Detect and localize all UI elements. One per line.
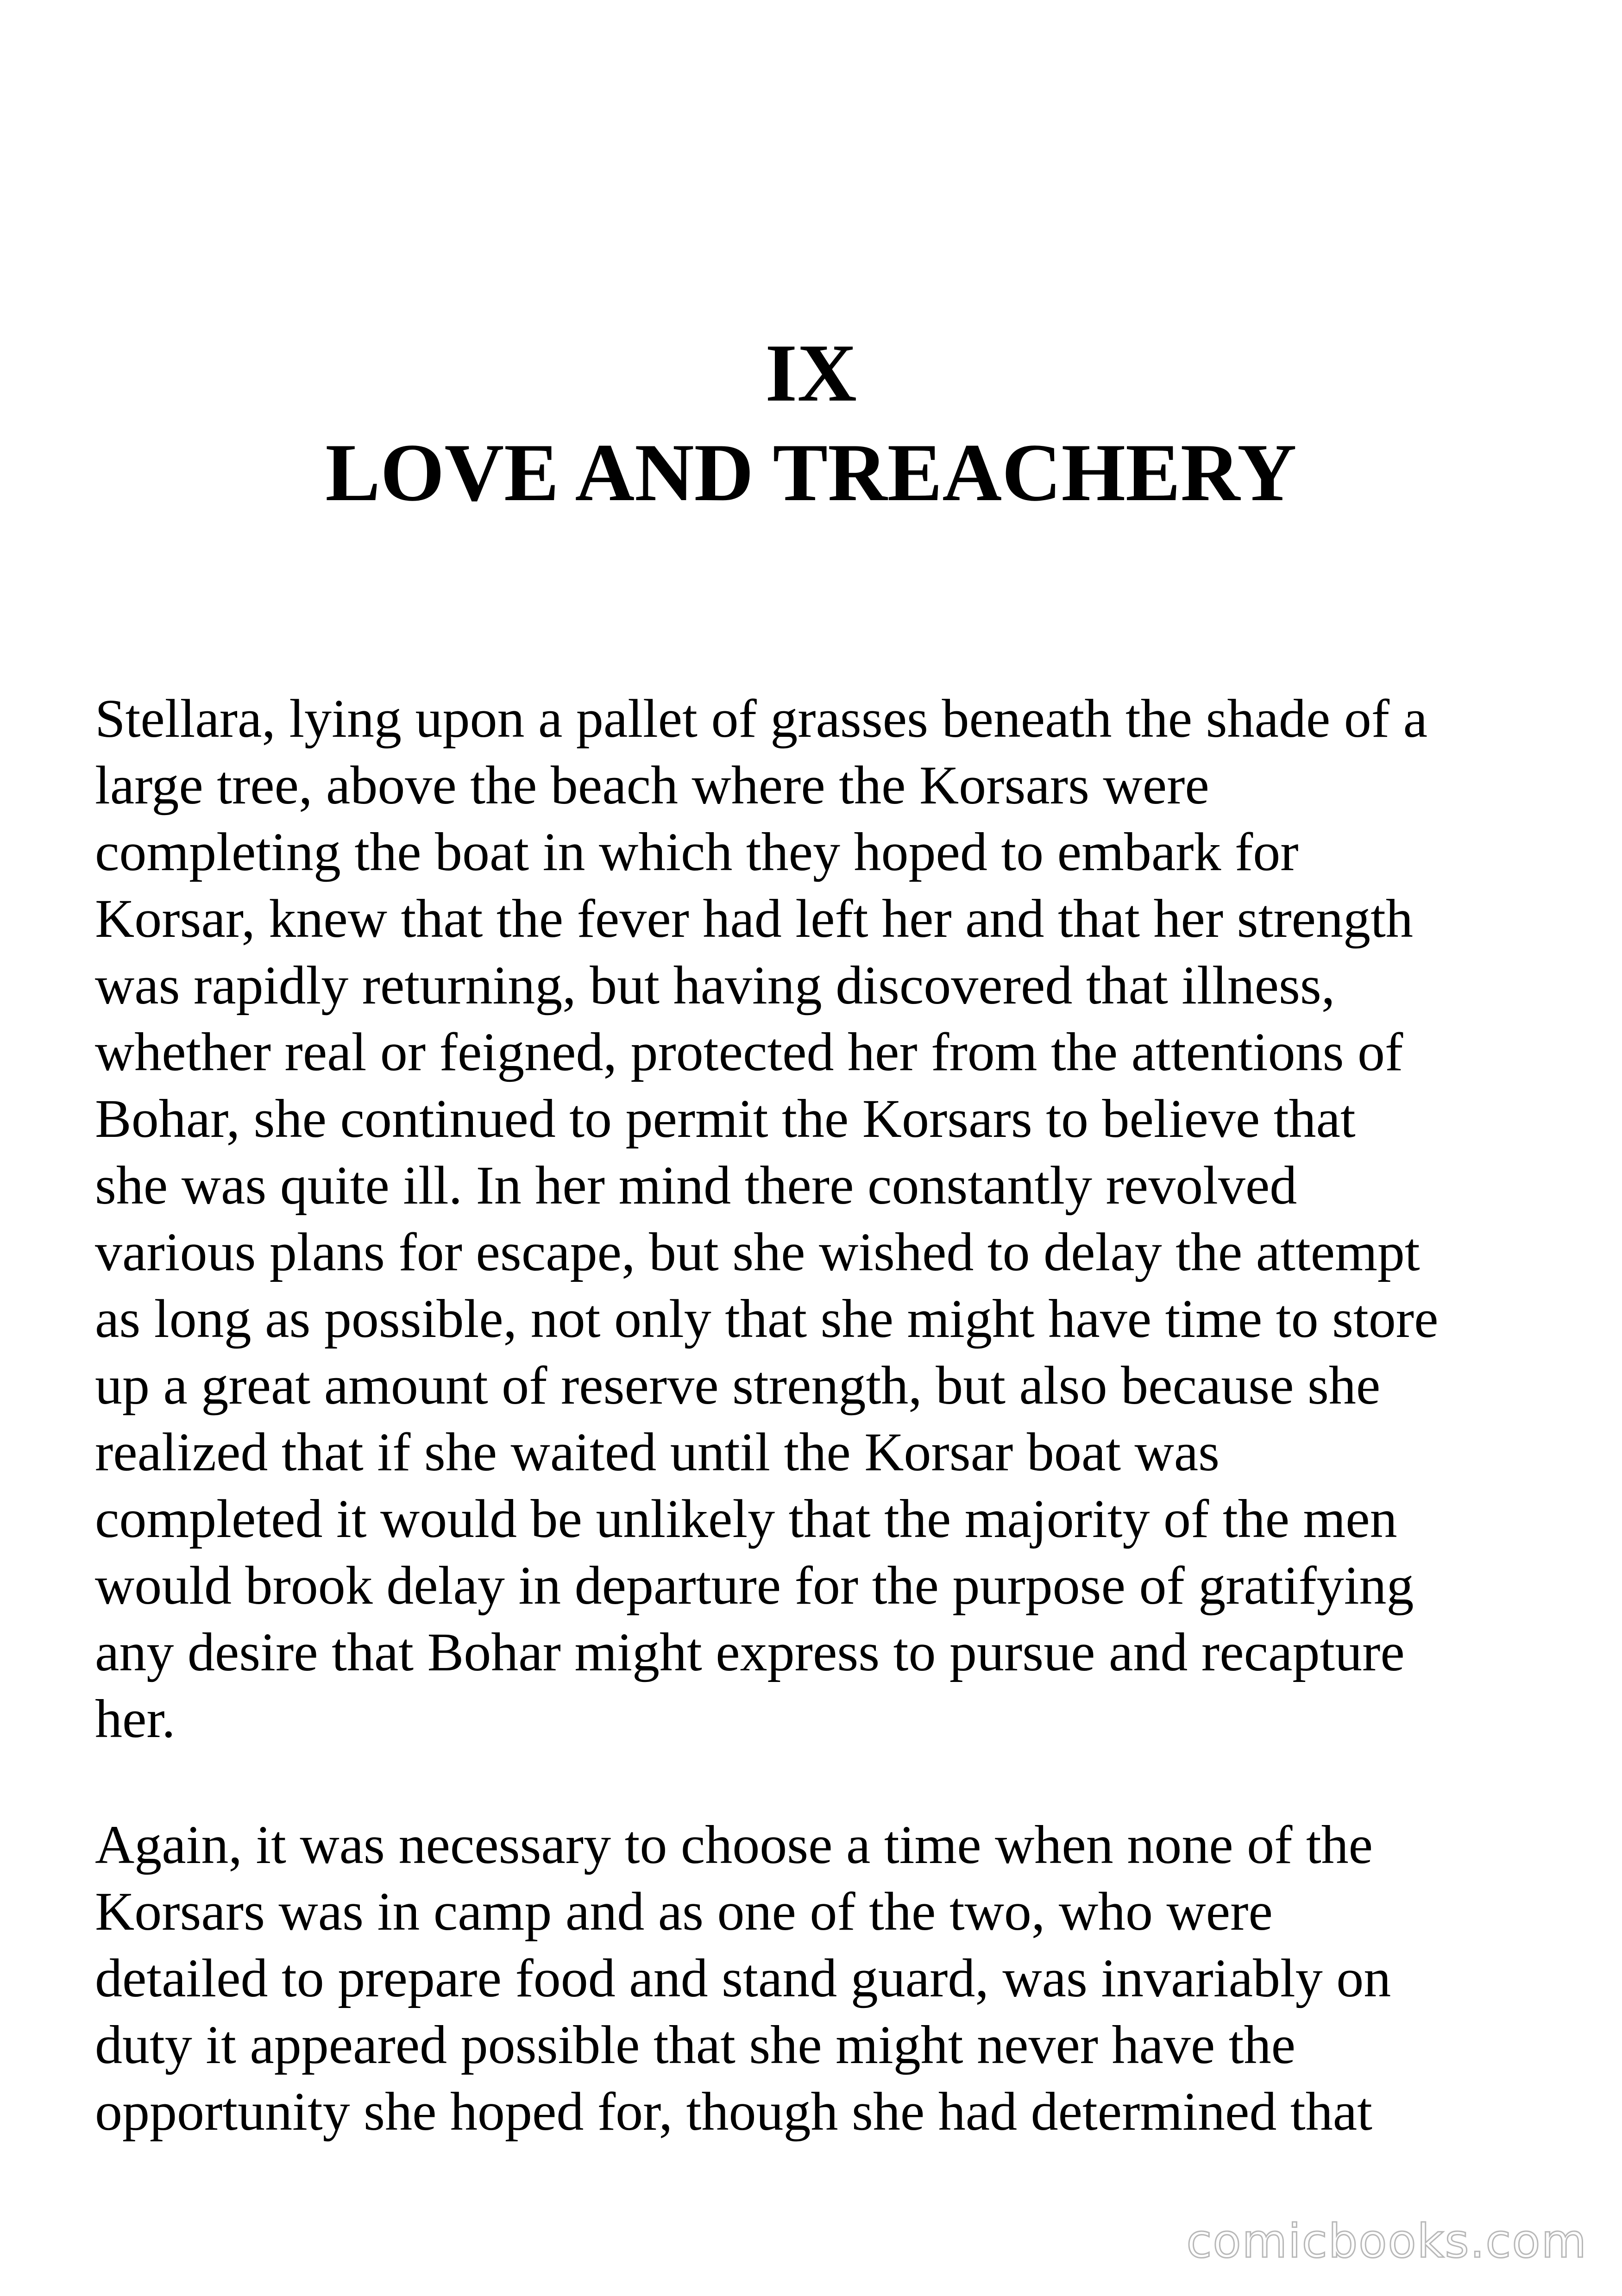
text-line: opportunity she hoped for, though she had determined that bbox=[95, 2081, 1372, 2142]
text-line: Bohar, she continued to permit the Korsars to believe that bbox=[95, 1088, 1356, 1149]
text-line: whether real or feigned, protected her from the attentions of bbox=[95, 1022, 1403, 1082]
text-line: large tree, above the beach where the Korsars were bbox=[95, 755, 1209, 816]
text-line: was rapidly returning, but having discovered that illness, bbox=[95, 955, 1335, 1016]
chapter-number: IX bbox=[765, 327, 857, 419]
text-line: would brook delay in departure for the purpose of gratifying bbox=[95, 1555, 1414, 1616]
text-line: duty it appeared possible that she might never have the bbox=[95, 2014, 1295, 2075]
text-line: completed it would be unlikely that the majority of the men bbox=[95, 1488, 1397, 1549]
text-line: up a great amount of reserve strength, but also because she bbox=[95, 1355, 1381, 1416]
text-line: various plans for escape, but she wished to delay the attempt bbox=[95, 1222, 1420, 1282]
text-line: Korsar, knew that the fever had left her and that her strength bbox=[95, 888, 1413, 949]
text-line: as long as possible, not only that she might have time to store bbox=[95, 1288, 1439, 1349]
text-line: she was quite ill. In her mind there constantly revolved bbox=[95, 1155, 1297, 1216]
text-line: detailed to prepare food and stand guard, was invariably on bbox=[95, 1948, 1391, 2008]
text-line: Stellara, lying upon a pallet of grasses beneath the shade of a bbox=[95, 688, 1427, 749]
text-line: completing the boat in which they hoped to embark for bbox=[95, 822, 1299, 882]
chapter-title: LOVE AND TREACHERY bbox=[325, 427, 1297, 518]
text-line: Again, it was necessary to choose a time when none of the bbox=[95, 1814, 1373, 1875]
text-line: her. bbox=[95, 1688, 176, 1749]
paragraph-1 bbox=[95, 685, 1554, 1752]
text-line: Korsars was in camp and as one of the two, who were bbox=[95, 1881, 1273, 1942]
text-line: any desire that Bohar might express to pursue and recapture bbox=[95, 1622, 1405, 1682]
watermark: comicbooks.com bbox=[1186, 2214, 1587, 2268]
paragraph-2 bbox=[95, 1812, 1554, 2145]
text-line: realized that if she waited until the Korsar boat was bbox=[95, 1422, 1220, 1482]
